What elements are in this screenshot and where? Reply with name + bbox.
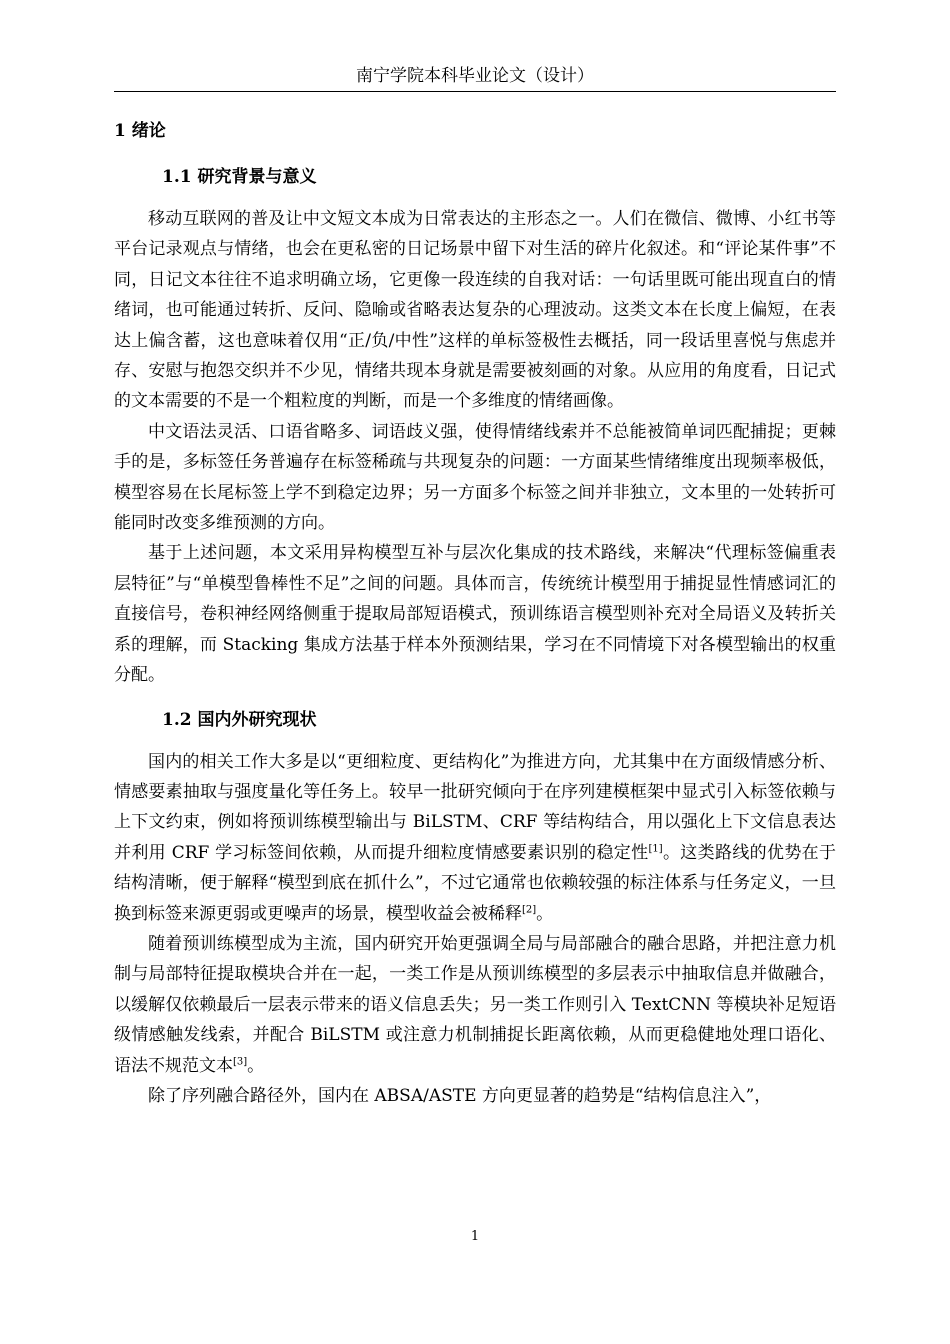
chapter-heading: 1 绪论 [114, 121, 166, 141]
paragraph: 除了序列融合路径外，国内在 ABSA/ASTE 方向更显著的趋势是“结构信息注入”， [148, 1085, 772, 1106]
running-header: 南宁学院本科毕业论文（设计） [356, 66, 594, 86]
citation-marker: [2] [522, 903, 537, 915]
page-body [114, 116, 836, 1111]
paragraph-text: 随着预训练模型成为主流，国内研究开始更强调全局与局部融合的融合思路，并把注意力机制与局部特征提取模块合并在一起，一类工作是从预训练模型的多层表示中抽取信息并做融合，以缓解仅依赖最后一层表示带来的语义信息丢失；另一类工作则引入 TextCNN 等模块补足短语级情感触发线索，并配合 BiLSTM 或注意力机制捕捉长距离依赖，从而更稳健地处理口语化、语法不规范文本 [114, 933, 836, 1076]
paragraph: 基于上述问题，本文采用异构模型互补与层次化集成的技术路线，来解决“代理标签偏重表层特征”与“单模型鲁棒性不足”之间的问题。具体而言，传统统计模型用于捕捉显性情感词汇的直接信号，卷积神经网络侧重于提取局部短语模式，预训练语言模型则补充对全局语义及转折关系的理解，而 Stacking 集成方法基于样本外预测结果，学习在不同情境下对各模型输出的权重分配。 [114, 543, 836, 686]
page-number: 1 [470, 1229, 480, 1244]
citation-marker: [3] [233, 1055, 248, 1067]
paragraph: 中文语法灵活、口语省略多、词语歧义强，使得情绪线索并不总能被简单词匹配捕捉；更棘手的是，多标签任务普遍存在标签稀疏与共现复杂的问题：一方面某些情绪维度出现频率极低，模型容易在长尾标签上学不到稳定边界；另一方面多个标签之间并非独立，文本里的一处转折可能同时改变多维预测的方向。 [114, 421, 836, 534]
paragraph [114, 747, 836, 929]
paragraph-text: 。 [247, 1055, 265, 1076]
citation-marker: [1] [648, 843, 663, 855]
header-rule [114, 91, 836, 92]
section-heading-1-2: 1.2 国内外研究现状 [162, 709, 317, 730]
paragraph-text: 。 [536, 903, 554, 924]
paragraph [114, 929, 836, 1081]
paragraph: 移动互联网的普及让中文短文本成为日常表达的主形态之一。人们在微信、微博、小红书等平台记录观点与情绪，也会在更私密的日记场景中留下对生活的碎片化叙述。和“评论某件事”不同，日记文本往往不追求明确立场，它更像一段连续的自我对话：一句话里既可能出现直白的情绪词，也可能通过转折、反问、隐喻或省略表达复杂的心理波动。这类文本在长度上偏短，在表达上偏含蓄，这也意味着仅用“正/负/中性”这样的单标签极性去概括，同一段话里喜悦与焦虑并存、安慰与抱怨交织并不少见，情绪共现本身就是需要被刻画的对象。从应用的角度看，日记式的文本需要的不是一个粗粒度的判断，而是一个多维度的情绪画像。 [114, 209, 836, 412]
section-heading-1-1: 1.1 研究背景与意义 [162, 167, 317, 187]
paragraph-text: 。这类路线的优势在于结构清晰，便于解释“模型到底在抓什么”，不过它通常也依赖较强的标注体系与任务定义，一旦换到标签来源更弱或更噪声的场景，模型收益会被稀释 [114, 842, 836, 924]
paragraph-text: 国内的相关工作大多是以“更细粒度、更结构化”为推进方向，尤其集中在方面级情感分析、情感要素抽取与强度量化等任务上。较早一批研究倾向于在序列建模框架中显式引入标签依赖与上下文约束，例如将预训练模型输出与 BiLSTM、CRF 等结构结合，用以强化上下文信息表达并利用 CRF 学习标签间依赖，从而提升细粒度情感要素识别的稳定性 [114, 751, 836, 863]
